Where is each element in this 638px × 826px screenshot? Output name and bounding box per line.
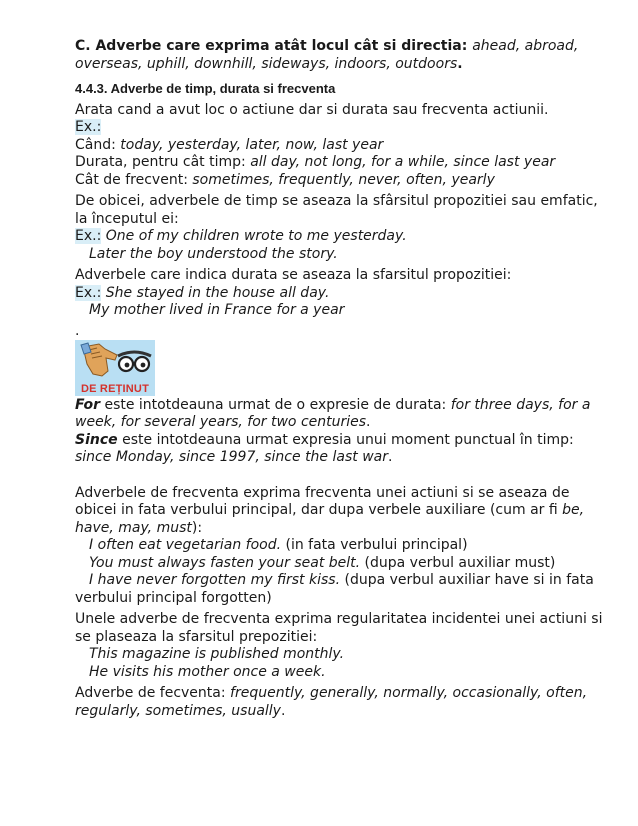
final-list: Adverbe de fecventa: frequently, generally, normally, occasionally, often, regularly, sometimes, usually. bbox=[75, 685, 588, 719]
de-retinut-label: DE REȚINUT bbox=[81, 382, 149, 395]
note-for-word: For bbox=[75, 396, 100, 413]
time-item-frequency: Cât de frecvent: sometimes, frequently, never, often, yearly bbox=[75, 171, 495, 188]
time-item-when: Când: today, yesterday, later, now, last year bbox=[75, 136, 384, 153]
regular-example-1: This magazine is published monthly. bbox=[89, 646, 345, 662]
frequency-example-3: I have never forgotten my first kiss. (dupa verbul auxiliar have si in fata verbului principal forgotten) bbox=[75, 572, 594, 606]
position-example-1: Ex.: One of my children wrote to me yesterday. bbox=[75, 228, 407, 244]
duration-example-1: Ex.: She stayed in the house all day. bbox=[75, 284, 330, 301]
note-since: Since este intotdeauna urmat expresia unui moment punctual în timp: bbox=[75, 431, 574, 448]
frequency-example-1: I often eat vegetarian food. (in fata verbului principal) bbox=[89, 537, 468, 553]
note-for: For este intotdeauna urmat de o expresie de durata: for three days, for a week, for several years, for two centuries. bbox=[75, 396, 591, 430]
section-c-title: C. Adverbe care exprima atât locul cât si directia bbox=[75, 38, 462, 54]
section-c-period: . bbox=[457, 55, 463, 72]
regular-text: Unele adverbe de frecventa exprima regularitatea incidentei unei actiuni si se plaseaza la sfarsitul prepozitiei: bbox=[75, 611, 603, 645]
position-text: De obicei, adverbele de timp se aseaza la sfârsitul propozitiei sau emfatic, la începutul ei: bbox=[75, 193, 598, 227]
note-since-examples: since Monday, since 1997, since the last war. bbox=[75, 449, 393, 465]
section-c-colon: : bbox=[461, 38, 473, 54]
de-retinut-badge bbox=[75, 340, 155, 396]
section-c-heading bbox=[75, 38, 605, 73]
stray-dot: . bbox=[75, 322, 80, 339]
ex-label: Ex.: bbox=[75, 228, 102, 244]
section-c-examples: ahead, abroad, overseas, uphill, downhill, sideways, indoors, outdoors bbox=[75, 38, 579, 72]
ex-label-1 bbox=[75, 119, 605, 137]
regular-example-2: He visits his mother once a week. bbox=[89, 663, 326, 680]
ex-label: Ex.: bbox=[75, 119, 102, 135]
duration-example-2: My mother lived in France for a year bbox=[89, 302, 345, 318]
subheading: 4.4.3. Adverbe de timp, durata si frecventa bbox=[75, 81, 336, 96]
note-since-word: Since bbox=[75, 431, 118, 448]
duration-text: Adverbele care indica durata se aseaza la sfarsitul propozitiei: bbox=[75, 267, 512, 283]
position-example-2: Later the boy understood the story. bbox=[89, 245, 338, 262]
intro-text: Arata cand a avut loc o actiune dar si durata sau frecventa actiunii. bbox=[75, 101, 549, 118]
frequency-text: Adverbele de frecventa exprima frecventa unei actiuni si se aseaza de obicei in fata verbului principal, dar dupa verbele auxiliare (cum ar fi be, have, may, must): bbox=[75, 484, 585, 536]
time-item-duration: Durata, pentru cât timp: all day, not long, for a while, since last year bbox=[75, 154, 556, 170]
frequency-example-2: You must always fasten your seat belt. (dupa verbul auxiliar must) bbox=[89, 554, 556, 571]
document-page bbox=[75, 38, 605, 720]
ex-label: Ex.: bbox=[75, 284, 102, 301]
